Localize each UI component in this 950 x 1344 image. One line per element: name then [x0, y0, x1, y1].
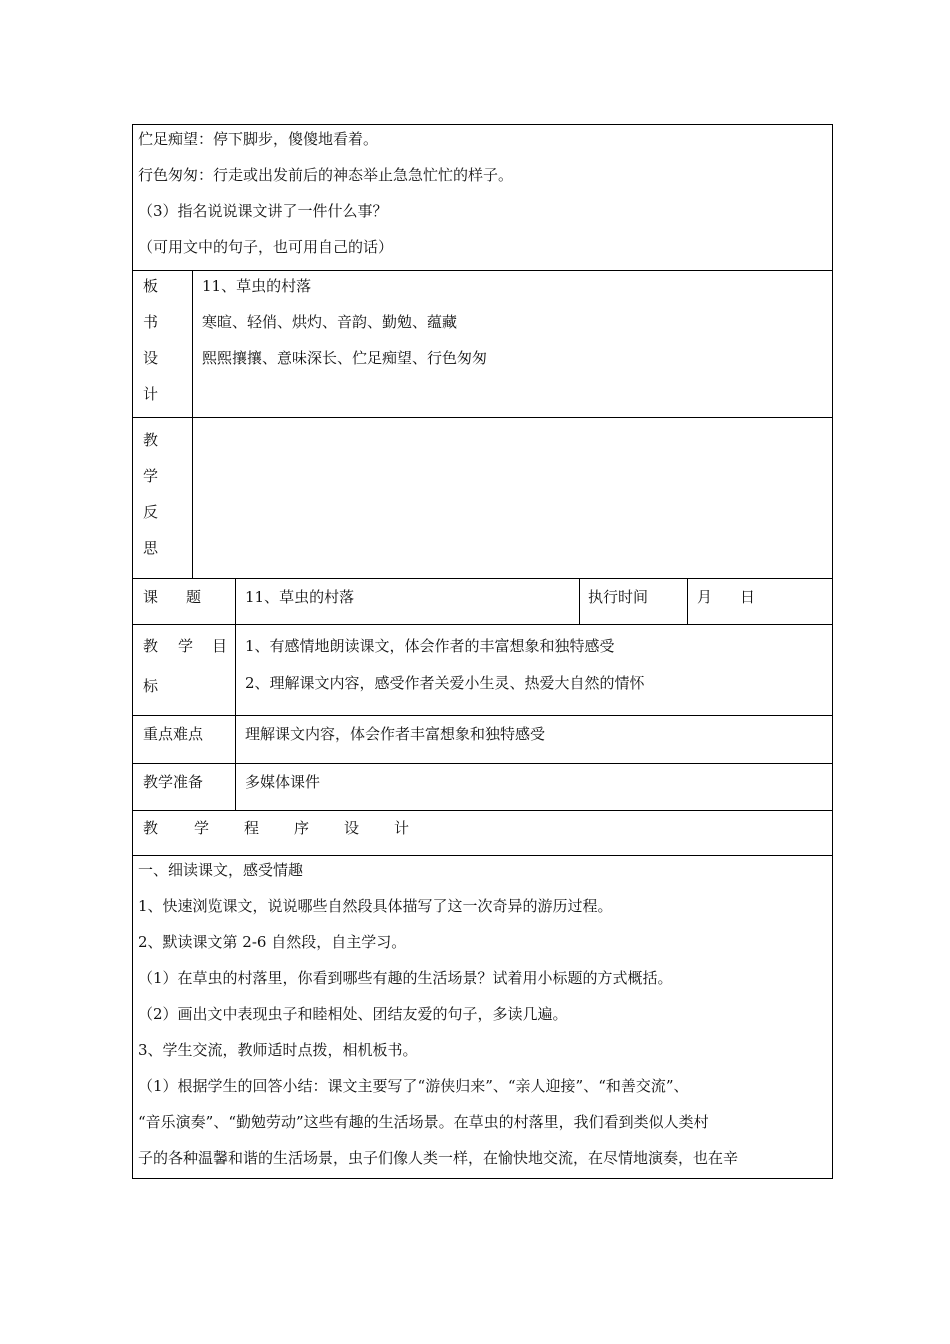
row-divider: [132, 578, 833, 579]
table-border-bottom: [132, 1178, 833, 1179]
label-char: 目: [212, 637, 228, 655]
time-label: 执行时间: [588, 588, 649, 606]
col-divider: [687, 578, 688, 624]
text-line: 行色匆匆：行走或出发前后的神态举止急急忙忙的样子。: [138, 166, 514, 184]
row-divider: [132, 855, 833, 856]
row-divider: [132, 763, 833, 764]
text-line: 11、草虫的村落: [202, 277, 312, 295]
text-line: 伫足痴望：停下脚步，傻傻地看着。: [138, 130, 379, 148]
row-divider: [132, 624, 833, 625]
label-char: 标: [143, 677, 159, 695]
text-line: 1、有感情地朗读课文，体会作者的丰富想象和独特感受: [245, 637, 615, 655]
heading-char: 序: [294, 819, 310, 837]
text-line: 寒暄、轻俏、烘灼、音韵、勤勉、蕴藏: [202, 313, 458, 331]
preparation-value: 多媒体课件: [245, 773, 321, 791]
text-line: 2、默读课文第 2-6 自然段，自主学习。: [138, 933, 407, 951]
text-line: （可用文中的句子，也可用自己的话）: [138, 238, 394, 256]
label-char: 题: [186, 588, 202, 606]
label-char: 课: [143, 588, 159, 606]
text-line: 2、理解课文内容，感受作者关爱小生灵、热爱大自然的情怀: [245, 674, 645, 692]
col-divider: [579, 578, 580, 624]
label-char: 反: [143, 503, 159, 521]
row-divider: [132, 810, 833, 811]
label-char: 书: [143, 313, 159, 331]
label-char: 计: [143, 385, 159, 403]
row-divider: [132, 417, 833, 418]
text-line: 子的各种温馨和谐的生活场景，虫子们像人类一样，在愉快地交流，在尽情地演奏，也在辛: [138, 1149, 739, 1167]
heading-char: 设: [344, 819, 360, 837]
col-divider: [192, 270, 193, 578]
key-points-label: 重点难点: [143, 725, 204, 743]
heading-char: 程: [244, 819, 260, 837]
table-border-right: [832, 124, 833, 1179]
label-char: 板: [143, 277, 159, 295]
label-char: 教: [143, 637, 159, 655]
key-points-value: 理解课文内容，体会作者丰富想象和独特感受: [245, 725, 546, 743]
text-line: （1）根据学生的回答小结：课文主要写了“游侠归来”、“亲人迎接”、“和善交流”、: [138, 1077, 689, 1095]
heading-char: 教: [143, 819, 159, 837]
text-line: （2）画出文中表现虫子和睦相处、团结友爱的句子，多读几遍。: [138, 1005, 568, 1023]
text-line: 3、学生交流，教师适时点拨，相机板书。: [138, 1041, 418, 1059]
table-border-left: [132, 124, 133, 1179]
row-divider: [132, 715, 833, 716]
text-line: 熙熙攘攘、意味深长、伫足痴望、行色匆匆: [202, 349, 488, 367]
label-char: 学: [143, 467, 159, 485]
table-border-top: [132, 124, 833, 125]
label-char: 教: [143, 431, 159, 449]
heading-char: 计: [394, 819, 410, 837]
col-divider: [235, 578, 236, 810]
row-divider: [132, 270, 833, 271]
text-line: （1）在草虫的村落里，你看到哪些有趣的生活场景？试着用小标题的方式概括。: [138, 969, 673, 987]
heading-char: 学: [194, 819, 210, 837]
text-line: 1、快速浏览课文，说说哪些自然段具体描写了这一次奇异的游历过程。: [138, 897, 613, 915]
label-char: 思: [143, 539, 159, 557]
topic-value: 11、草虫的村落: [245, 588, 355, 606]
preparation-label: 教学准备: [143, 773, 204, 791]
text-line: 一、细读课文，感受情趣: [138, 861, 304, 879]
day-label: 日: [740, 588, 756, 606]
month-label: 月: [697, 588, 713, 606]
label-char: 设: [143, 349, 159, 367]
label-char: 学: [178, 637, 194, 655]
text-line: “音乐演奏”、“勤勉劳动”这些有趣的生活场景。在草虫的村落里，我们看到类似人类村: [138, 1113, 709, 1131]
text-line: （3）指名说说课文讲了一件什么事？: [138, 202, 388, 220]
